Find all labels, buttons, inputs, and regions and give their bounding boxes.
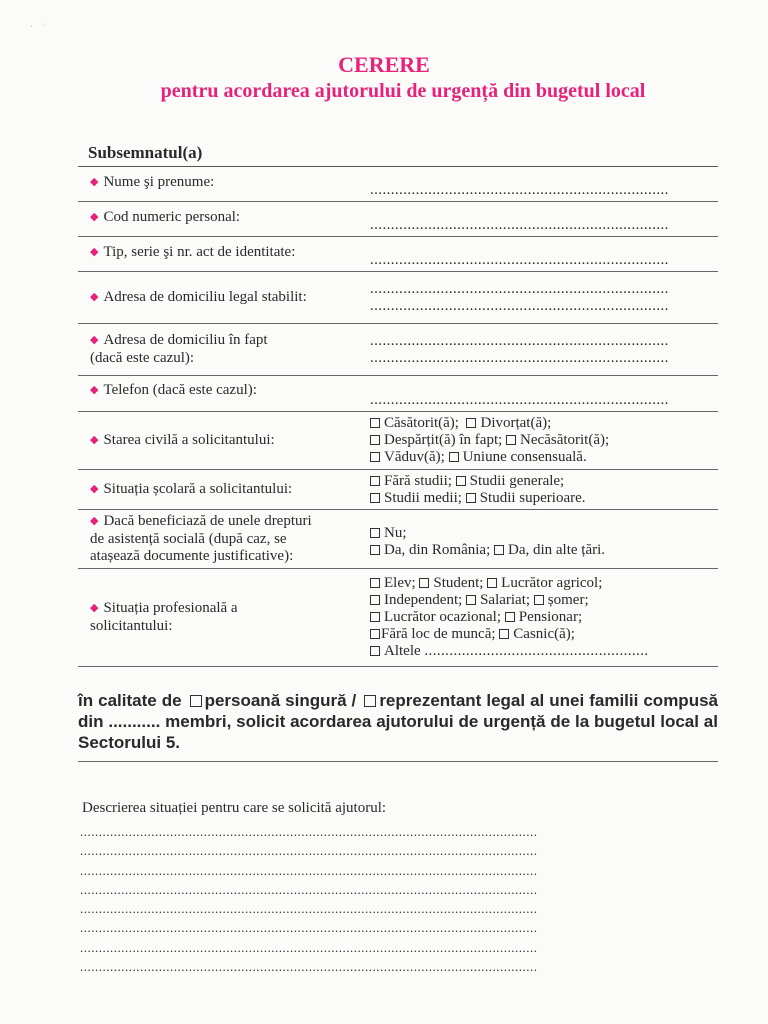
applicant-statement bbox=[78, 690, 718, 762]
row-education bbox=[78, 470, 718, 510]
input-address-legal-line2[interactable]: ........................................................................ bbox=[370, 297, 669, 314]
option-no-job: Fără loc de muncă; bbox=[381, 626, 496, 642]
input-other[interactable]: ...................................................... bbox=[424, 643, 649, 659]
label-professional-line2: solicitantului: bbox=[90, 618, 173, 634]
statement-legal-representative: reprezentant legal al unei familii compusă din bbox=[78, 691, 718, 731]
description-line[interactable]: .......................................................................................................................... bbox=[80, 920, 538, 936]
checkbox-divorced[interactable] bbox=[466, 418, 476, 428]
option-benefits-romania: Da, din România; bbox=[384, 542, 491, 558]
applicant-form bbox=[78, 143, 718, 667]
label-professional-line1: Situația profesională a bbox=[103, 600, 238, 616]
checkbox-benefits-abroad[interactable] bbox=[494, 545, 504, 555]
option-consensual-union: Uniune consensuală. bbox=[462, 449, 587, 465]
label-address-actual-line2: (dacă este cazul): bbox=[90, 350, 195, 366]
input-address-actual-line2[interactable]: ........................................................................ bbox=[370, 349, 669, 366]
input-address-legal-line1[interactable]: ........................................................................ bbox=[370, 280, 669, 297]
row-civil-status bbox=[78, 412, 718, 470]
input-cnp[interactable]: ........................................................................ bbox=[370, 217, 669, 233]
checkbox-separated[interactable] bbox=[370, 435, 380, 445]
checkbox-student[interactable] bbox=[419, 578, 429, 588]
option-higher-studies: Studii superioare. bbox=[479, 489, 586, 506]
form-heading: Subsemnatul(a) bbox=[78, 143, 718, 167]
row-phone bbox=[78, 376, 718, 412]
checkbox-secondary-studies[interactable] bbox=[370, 493, 380, 503]
option-pensioner: Pensionar; bbox=[518, 609, 583, 625]
option-employee: Salariat; bbox=[480, 592, 531, 608]
checkbox-higher-studies[interactable] bbox=[466, 493, 476, 503]
checkbox-single-person[interactable] bbox=[190, 695, 202, 707]
label-address-legal: Adresa de domiciliu legal stabilit: bbox=[103, 288, 307, 305]
description-line[interactable]: .......................................................................................................................... bbox=[80, 939, 538, 955]
checkbox-pensioner[interactable] bbox=[505, 612, 515, 622]
label-education: Situația școlară a solicitantului: bbox=[103, 480, 293, 497]
label-id-document: Tip, serie şi nr. act de identitate: bbox=[103, 244, 296, 260]
option-benefits-no: Nu; bbox=[384, 525, 407, 541]
statement-single-person: persoană singură / bbox=[204, 691, 357, 710]
row-name bbox=[78, 167, 718, 202]
bullet-icon: ◆ bbox=[90, 515, 99, 527]
label-name: Nume şi prenume: bbox=[103, 174, 215, 190]
checkbox-unemployed[interactable] bbox=[534, 595, 544, 605]
option-student: Student; bbox=[433, 575, 484, 591]
input-phone[interactable]: ........................................................................ bbox=[370, 392, 669, 408]
row-id-document bbox=[78, 237, 718, 272]
label-phone: Telefon (dacă este cazul): bbox=[103, 382, 257, 398]
scan-specks: · ˙ bbox=[30, 22, 46, 31]
checkbox-employee[interactable] bbox=[466, 595, 476, 605]
checkbox-occasional-worker[interactable] bbox=[370, 612, 380, 622]
page-subtitle: pentru acordarea ajutorului de urgență din bugetul local bbox=[160, 80, 646, 102]
checkbox-agricultural-worker[interactable] bbox=[487, 578, 497, 588]
option-occasional-worker: Lucrător ocazional; bbox=[384, 609, 502, 625]
bullet-icon: ◆ bbox=[90, 482, 99, 495]
option-independent: Independent; bbox=[384, 592, 463, 608]
option-unemployed: șomer; bbox=[547, 592, 589, 608]
description-line[interactable]: .......................................................................................................................... bbox=[80, 881, 538, 897]
checkbox-other[interactable] bbox=[370, 646, 380, 656]
bullet-icon: ◆ bbox=[90, 176, 99, 188]
option-pupil: Elev; bbox=[384, 575, 416, 591]
checkbox-legal-representative[interactable] bbox=[364, 695, 376, 707]
input-family-members[interactable]: ........... bbox=[108, 712, 161, 731]
checkbox-consensual-union[interactable] bbox=[449, 452, 459, 462]
row-address-legal bbox=[78, 272, 718, 324]
description-lines bbox=[80, 822, 716, 976]
description-line[interactable]: .......................................................................................................................... bbox=[80, 843, 538, 859]
checkbox-married[interactable] bbox=[370, 418, 380, 428]
bullet-icon: ◆ bbox=[90, 334, 99, 346]
label-civil-status: Starea civilă a solicitantului: bbox=[103, 431, 275, 448]
option-general-studies: Studii generale; bbox=[469, 472, 565, 489]
checkbox-benefits-no[interactable] bbox=[370, 528, 380, 538]
option-homemaker: Casnic(ă); bbox=[513, 626, 575, 642]
checkbox-no-job[interactable] bbox=[370, 629, 380, 639]
option-widowed: Văduv(ă); bbox=[384, 449, 445, 465]
option-other: Altele bbox=[384, 643, 421, 659]
row-social-benefits bbox=[78, 510, 718, 569]
description-line[interactable]: .......................................................................................................................... bbox=[80, 862, 538, 878]
row-cnp bbox=[78, 202, 718, 237]
statement-part1: în calitate de bbox=[78, 691, 182, 710]
label-benefits-line3: atașează documente justificative): bbox=[90, 548, 294, 564]
description-label: Descrierea situației pentru care se solicită ajutorul: bbox=[82, 800, 387, 816]
option-no-studies: Fără studii; bbox=[384, 472, 452, 489]
bullet-icon: ◆ bbox=[90, 290, 99, 303]
bullet-icon: ◆ bbox=[90, 384, 99, 396]
checkbox-unmarried[interactable] bbox=[506, 435, 516, 445]
checkbox-pupil[interactable] bbox=[370, 578, 380, 588]
row-address-actual bbox=[78, 324, 718, 376]
checkbox-general-studies[interactable] bbox=[456, 476, 466, 486]
row-professional-status bbox=[78, 569, 718, 667]
option-separated: Despărțit(ă) în fapt; bbox=[384, 432, 503, 448]
checkbox-no-studies[interactable] bbox=[370, 476, 380, 486]
bullet-icon: ◆ bbox=[90, 211, 99, 223]
input-id-document[interactable]: ........................................................................ bbox=[370, 252, 669, 268]
option-secondary-studies: Studii medii; bbox=[384, 489, 462, 506]
bullet-icon: ◆ bbox=[90, 433, 99, 446]
description-line[interactable]: .......................................................................................................................... bbox=[80, 901, 538, 917]
bullet-icon: ◆ bbox=[90, 602, 99, 614]
option-married: Căsătorit(ă); bbox=[384, 415, 459, 431]
label-benefits-line1: Dacă beneficiază de unele drepturi bbox=[103, 513, 312, 529]
option-benefits-abroad: Da, din alte țări. bbox=[507, 542, 606, 558]
label-cnp: Cod numeric personal: bbox=[103, 209, 241, 225]
label-benefits-line2: de asistență socială (după caz, se bbox=[90, 531, 287, 547]
checkbox-benefits-romania[interactable] bbox=[370, 545, 380, 555]
input-name[interactable]: ........................................................................ bbox=[370, 182, 669, 198]
label-address-actual-line1: Adresa de domiciliu în fapt bbox=[103, 332, 268, 348]
option-unmarried: Necăsătorit(ă); bbox=[520, 432, 610, 448]
page-title: CERERE bbox=[338, 52, 430, 77]
input-address-actual-line1[interactable]: ........................................................................ bbox=[370, 332, 669, 349]
bullet-icon: ◆ bbox=[90, 246, 99, 258]
option-divorced: Divorțat(ă); bbox=[480, 415, 552, 431]
checkbox-widowed[interactable] bbox=[370, 452, 380, 462]
description-line[interactable]: .......................................................................................................................... bbox=[80, 824, 538, 839]
description-line[interactable]: .......................................................................................................................... bbox=[80, 959, 538, 975]
option-agricultural-worker: Lucrător agricol; bbox=[501, 575, 603, 591]
checkbox-independent[interactable] bbox=[370, 595, 380, 605]
checkbox-homemaker[interactable] bbox=[499, 629, 509, 639]
statement-part4: membri, solicit acordarea ajutorului de urgență de la bugetul local al Sectorului 5. bbox=[78, 712, 718, 752]
